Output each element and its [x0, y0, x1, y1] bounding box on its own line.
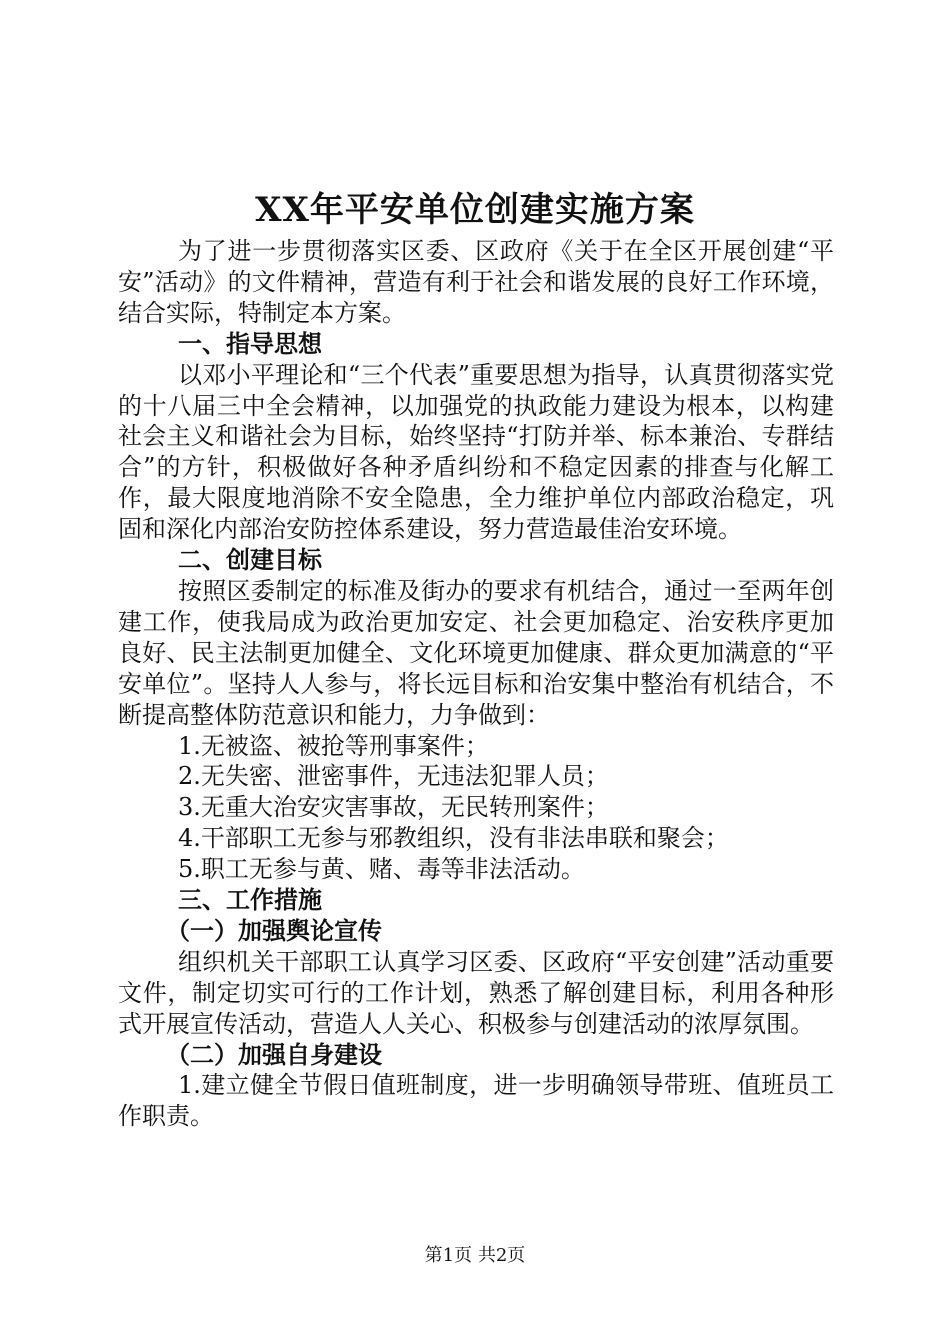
section-heading-measures: 三、工作措施 — [178, 886, 322, 915]
guiding-ideology-paragraph: 以邓小平理论和“三个代表”重要思想为指导，认真贯彻落实党的十八届三中全会精神，以加强党的执政能力建设为根本，以构建社会主义和谐社会为目标，始终坚持“打防并举、标本兼治、专群结合”的方针，积极做好各种矛盾纠纷和不稳定因素的排查与化解工作，最大限度地消除不安全隐患，全力维护单位内部政治稳定，巩固和深化内部治安防控体系建设，努力营造最佳治安环境。 — [118, 360, 834, 544]
goals-paragraph: 按照区委制定的标准及街办的要求有机结合，通过一至两年创建工作，使我局成为政治更加安定、社会更加稳定、治安秩序更加良好、民主法制更加健全、文化环境更加健康、群众更加满意的“平安单位”。坚持人人参与，将长远目标和治安集中整治有机结合，不断提高整体防范意识和能力，力争做到： — [118, 576, 834, 729]
section-heading-goals: 二、创建目标 — [178, 546, 322, 575]
goal-list-item: 4.干部职工无参与邪教组织，没有非法串联和聚会； — [178, 824, 729, 853]
page-number-footer: 第1页 共2页 — [424, 1245, 526, 1266]
goal-list-item: 1.无被盗、被抢等刑事案件； — [178, 731, 489, 760]
goal-list-item: 5.职工无参与黄、赌、毒等非法活动。 — [178, 855, 585, 884]
section-heading-guiding-ideology: 一、指导思想 — [178, 329, 322, 358]
document-body — [118, 236, 834, 1132]
subsection-heading-self-building: （二）加强自身建设 — [166, 1040, 382, 1069]
goal-list-item: 3.无重大治安灾害事故，无民转刑案件； — [178, 793, 609, 822]
intro-paragraph: 为了进一步贯彻落实区委、区政府《关于在全区开展创建“平安”活动》的文件精神，营造有利于社会和谐发展的良好工作环境，结合实际，特制定本方案。 — [118, 237, 834, 327]
goal-list-item: 2.无失密、泄密事件，无违法犯罪人员； — [178, 762, 609, 791]
self-building-paragraph: 1.建立健全节假日值班制度，进一步明确领导带班、值班员工作职责。 — [118, 1071, 834, 1131]
publicity-paragraph: 组织机关干部职工认真学习区委、区政府“平安创建”活动重要文件，制定切实可行的工作计划，熟悉了解创建目标，利用各种形式开展宣传活动，营造人人关心、积极参与创建活动的浓厚氛围。 — [118, 947, 834, 1038]
subsection-heading-publicity: （一）加强舆论宣传 — [166, 916, 382, 945]
document-title: XX年平安单位创建实施方案 — [255, 190, 695, 230]
